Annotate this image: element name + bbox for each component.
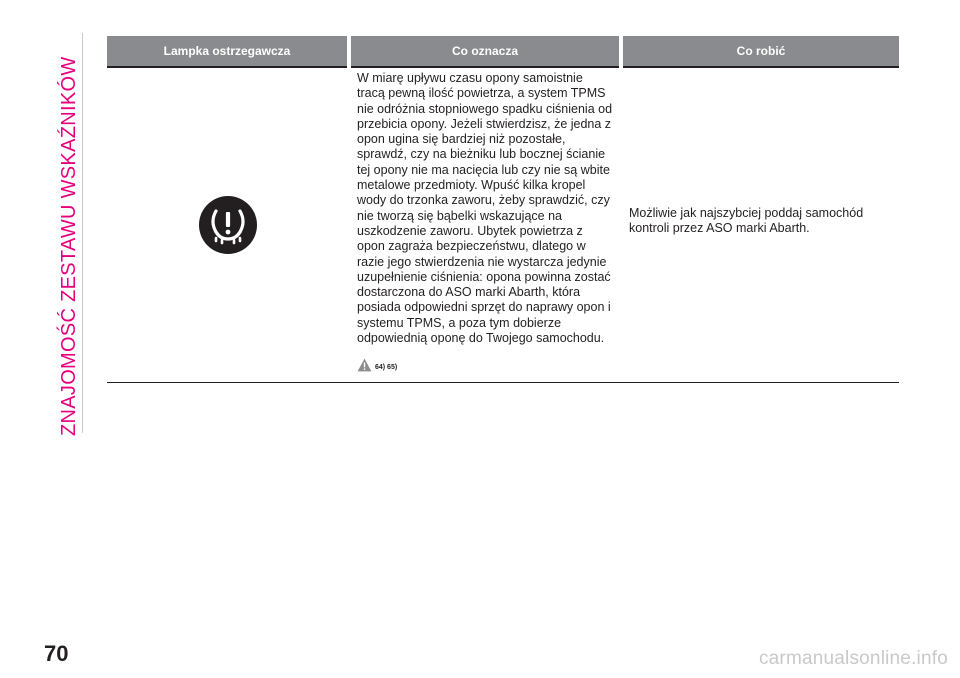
column-header-action: Co robić xyxy=(621,36,899,67)
meaning-text: W miarę upływu czasu opony samoistnie tracą pewną ilość powietrza, a system TPMS nie odróżnia stopniowego spadku ciśnienia od przebicia opony. Jeżeli stwierdzisz, że jedna z opon ugina się bardziej niż pozostałe, sprawdź, czy na bieżniku lub bocznej ścianie tej opony nie ma nacięcia lub czy nie są wbite metalowe przedmioty. Wpuść kilka kropel wody do trzonka zaworu, żeby sprawdzić, czy nie tworzą się bąbelki wskazujące na uszkodzenie zaworu. Ubytek powietrza z opon zagraża bezpieczeństwu, dlatego w razie jego stwierdzenia nie wystarcza jedynie uzupełnienie ciśnienia: opona powinna zostać dostarczona do ASO marki Abarth, która posiada odpowiedni sprzęt do naprawy opon i systemu TPMS, a poza tym dobierze odpowiednią oponę do Twojego samochodu. xyxy=(357,71,613,346)
section-side-title: ZNAJOMOŚĆ ZESTAWU WSKAŹNIKÓW xyxy=(58,56,80,436)
column-header-warning-light: Lampka ostrzegawcza xyxy=(107,36,349,67)
warning-triangle-icon xyxy=(357,358,372,372)
note-references xyxy=(357,354,613,375)
warning-light-table xyxy=(107,36,899,383)
column-header-meaning: Co oznacza xyxy=(349,36,621,67)
side-divider xyxy=(82,33,83,433)
action-cell xyxy=(621,67,899,382)
watermark: carmanualsonline.info xyxy=(758,648,948,669)
tpms-warning-light-icon xyxy=(197,194,259,256)
note-reference-numbers: 64) 65) xyxy=(375,364,398,372)
table-row xyxy=(107,67,899,382)
table-header-row xyxy=(107,36,899,67)
warning-light-cell xyxy=(107,67,349,382)
meaning-cell xyxy=(349,67,621,382)
page-number: 70 xyxy=(44,641,69,666)
action-text: Możliwie jak najszybciej poddaj samochód kontroli przez ASO marki Abarth. xyxy=(629,205,864,235)
